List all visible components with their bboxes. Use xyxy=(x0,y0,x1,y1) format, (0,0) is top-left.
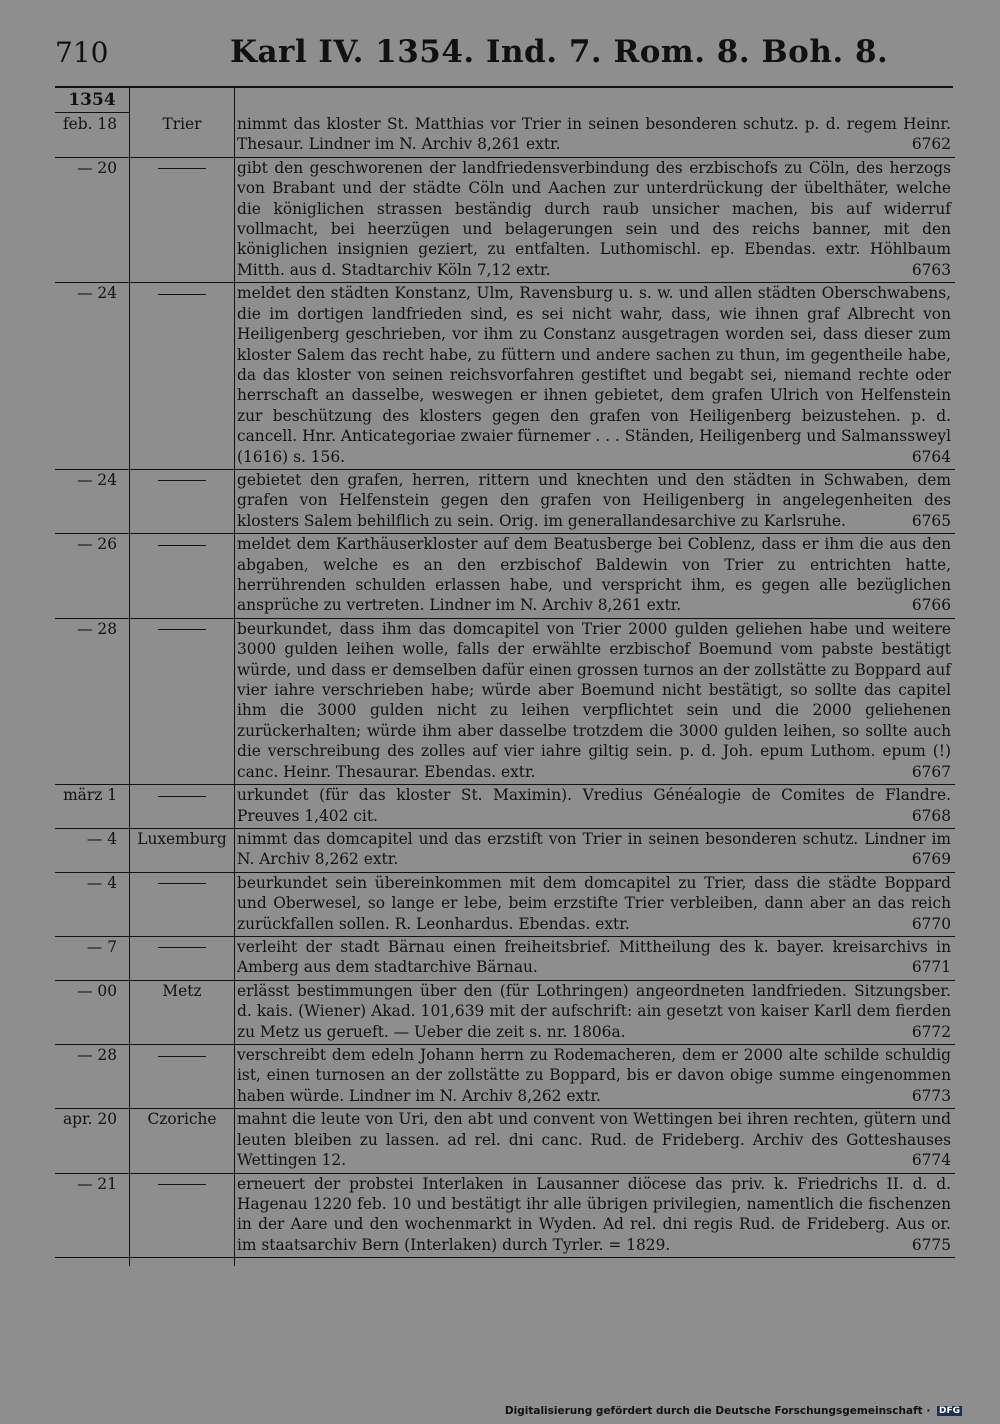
regest-entry xyxy=(55,534,955,618)
entry-text-cell xyxy=(233,114,951,157)
dfg-logo: DFG xyxy=(938,1406,960,1416)
entry-place xyxy=(125,283,233,469)
entry-text-cell xyxy=(233,534,951,618)
entry-number: 6772 xyxy=(911,1022,951,1041)
entry-text: erlässt bestimmungen über den (für Lothringen) angeordneten landfrieden. Sitzungsber. d. kais. (Wiener) Akad. 101,639 mit der aufschrift: ain gesetzt von kaiser Karll dem fierden zu Metz us gerueft. — Ueber die zeit s. nr. 1806a. xyxy=(237,981,951,1041)
entry-text-cell xyxy=(233,158,951,282)
entry-place: Trier xyxy=(162,115,202,133)
entry-date: — 28 xyxy=(77,1046,117,1065)
entry-place xyxy=(125,873,233,936)
regest-entry xyxy=(55,981,955,1044)
entry-text-cell xyxy=(233,619,951,784)
entry-text: urkundet (für das kloster St. Maximin). Vredius Généalogie de Comites de Flandre. Preuves 1,402 cit. xyxy=(237,786,951,825)
ditto-dash xyxy=(158,1184,206,1185)
entry-date: — 20 xyxy=(77,158,117,177)
ditto-dash xyxy=(158,947,206,948)
entry-date: — 28 xyxy=(77,619,117,638)
entry-text-cell xyxy=(233,937,951,980)
entry-text-cell xyxy=(233,785,951,828)
year-heading: 1354 xyxy=(55,90,129,113)
entry-date: apr. 20 xyxy=(62,1110,117,1129)
entry-place xyxy=(125,619,233,784)
running-title: Karl IV. 1354. Ind. 7. Rom. 8. Boh. 8. xyxy=(230,34,889,70)
page-number: 710 xyxy=(55,36,109,69)
ditto-dash xyxy=(158,883,206,884)
entry-number: 6768 xyxy=(911,806,951,825)
entry-place xyxy=(125,534,233,618)
entry-separator xyxy=(55,1257,955,1258)
entry-number: 6769 xyxy=(911,850,951,869)
page-header xyxy=(55,36,955,76)
entry-text: beurkundet, dass ihm das domcapitel von Trier 2000 gulden geliehen habe und weitere 3000 gulden leihen wolle, falls der erwählte erzbischof Boemund vom pabste bestätigt würde, und dass er demselben dafür einen grossen turnos an der zollstätte zu Boppard auf vier iahre verschrieben habe; würde aber Boemund nicht bestätigt, so sollte das capitel ihm die 3000 gulden nicht zu leihen verpflichtet sein und die 2000 geliehenen zurückerhalten; würde ihm aber dasselbe trotzdem die 3000 gulden leihen, so sollte auch die verschreibung des zolles auf vier iahre giltig sein. p. d. Joh. epum Luthom. epum (!) canc. Heinr. Thesaurar. Ebendas. extr. xyxy=(237,619,951,781)
regest-entry xyxy=(55,470,955,533)
entry-number: 6774 xyxy=(911,1151,951,1170)
regest-entry xyxy=(55,785,955,828)
entry-place: Czoriche xyxy=(147,1110,217,1129)
ditto-dash xyxy=(158,480,206,481)
entry-text-cell xyxy=(233,470,951,533)
entry-text-cell xyxy=(233,829,951,872)
entry-text-cell xyxy=(233,1174,951,1258)
entry-text: erneuert der probstei Interlaken in Lausanner diöcese das priv. k. Friedrichs II. d. d. Hagenau 1220 feb. 10 und bestätigt ihr alle übrigen privilegien, namentlich die fischenzen in der Aare und den wochenmarkt in Wyden. Ad rel. dni regis Rud. de Frideberg. Aus or. im staatsarchiv Bern (Interlaken) durch Tyrler. = 1829. xyxy=(237,1174,951,1254)
entry-place xyxy=(125,1174,233,1258)
ditto-dash xyxy=(158,796,206,797)
entry-text-cell xyxy=(233,283,951,469)
dfg-footer: Digitalisierung gefördert durch die Deutsche Forschungsgemeinschaft · DFG xyxy=(504,1405,960,1417)
entry-number: 6767 xyxy=(911,762,951,781)
dfg-footer-text: Digitalisierung gefördert durch die Deutsche Forschungsgemeinschaft xyxy=(504,1405,923,1417)
entry-text: verleiht der stadt Bärnau einen freiheitsbrief. Mittheilung des k. bayer. kreisarchivs in Amberg aus dem stadtarchive Bärnau. xyxy=(237,937,951,977)
entry-date: feb. 18 xyxy=(62,115,117,133)
header-rule xyxy=(55,86,953,88)
entry-date: märz 1 xyxy=(63,786,117,805)
entry-place xyxy=(125,158,233,282)
entry-place xyxy=(125,470,233,533)
regest-entry xyxy=(55,619,955,784)
entry-date: — 24 xyxy=(77,470,117,489)
entry-number: 6771 xyxy=(911,958,951,977)
entry-text: mahnt die leute von Uri, den abt und convent von Wettingen bei ihren rechten, gütern und leuten bleiben zu lassen. ad rel. dni canc. Rud. de Frideberg. Archiv des Gotteshauses Wettingen 12. xyxy=(237,1110,951,1170)
entry-text: gebietet den grafen, herren, rittern und knechten und den städten in Schwaben, dem grafen von Helfenstein gegen den grafen von Heiligenberg in angelegenheiten des klosters Salem behilflich zu sein. Orig. im generallandesarchive zu Karlsruhe. xyxy=(237,470,951,530)
entry-date: — 26 xyxy=(77,535,117,554)
regest-entry xyxy=(55,1045,955,1108)
entry-text-cell xyxy=(233,981,951,1044)
entry-number: 6764 xyxy=(911,447,951,466)
entry-text: meldet den städten Konstanz, Ulm, Ravensburg u. s. w. und allen städten Oberschwabens, die im dortigen landfrieden sind, es sei nicht wahr, dass, wie ihnen graf Albrecht von Heiligenberg geschrieben, vor ihm zu Constanz ausgetragen worden sei, dass dieser zum kloster Salem das recht habe, zu füttern und andere sachen zu thun, im gegentheile habe, da das kloster von seinen reichsvorfahren gestiftet und begabt sei, niemand rechte oder herrschaft an dasselbe, weswegen er ihnen gebietet, dem grafen Ulrich von Helfenstein zur beschützung des klosters gegen den grafen von Heiligenberg beizustehen. p. d. cancell. Hnr. Anticategoriae zwaier fürnemer . . . Ständen, Heiligenberg und Salmansswеyl (1616) s. 156. xyxy=(237,284,951,466)
entry-place: Luxemburg xyxy=(137,829,227,848)
regest-entry xyxy=(55,114,955,157)
entry-number: 6766 xyxy=(911,596,951,615)
ditto-dash xyxy=(158,629,206,630)
entry-text: verschreibt dem edeln Johann herrn zu Rodemacheren, dem er 2000 alte schilde schuldig ist, einen turnosen an der zollstätte zu Boppard, bis er davon obige summe eingenommen haben würde. Lindner im N. Archiv 8,262 extr. xyxy=(237,1046,951,1105)
ditto-dash xyxy=(158,294,206,295)
entry-text: meldet dem Karthäuserkloster auf dem Beatusberge bei Coblenz, dass er ihm die aus den abgaben, welche es an den erzbischof Baldewin von Trier zu entrichten hatte, herrührenden schulden erlassen habe, und verspricht ihm, es gegen alle bezüglichen ansprüche zu vertreten. Lindner im N. Archiv 8,261 extr. xyxy=(237,535,951,615)
entry-text-cell xyxy=(233,873,951,936)
entry-number: 6775 xyxy=(911,1235,951,1254)
entry-text: gibt den geschworenen der landfriedensverbindung des erzbischofs zu Cöln, des herzogs von Brabant und der städte Cöln und Aachen zur unterdrückung der übelthäter, welche die königlichen strassen beständig durch raub unsicher machen, bis auf widerruf vollmacht, bei heerzügen und belagerungen sein und des reichs banner, mit den königlichen insignien geziert, zu entfalten. Luthomischl. ep. Ebendas. extr. Höhlbaum Mitth. aus d. Stadtarchiv Köln 7,12 extr. xyxy=(237,158,951,279)
entry-place: Metz xyxy=(162,981,202,1000)
entry-text: beurkundet sein übereinkommen mit dem domcapitel zu Trier, dass die städte Boppard und Oberwesel, so lange er lebe, beim erzstifte Trier verbleiben, dann aber an das reich zurückfallen sollen. R. Leonhardus. Ebendas. extr. xyxy=(237,873,951,933)
entry-place xyxy=(125,1045,233,1108)
ditto-dash xyxy=(158,168,206,169)
entry-place xyxy=(125,785,233,828)
entry-number: 6762 xyxy=(911,135,951,154)
entry-number: 6773 xyxy=(911,1086,951,1105)
entry-date: — 00 xyxy=(77,981,117,1000)
entry-number: 6765 xyxy=(911,511,951,530)
regest-entry xyxy=(55,1109,955,1172)
regest-entry xyxy=(55,158,955,282)
regest-entry xyxy=(55,829,955,872)
entry-place xyxy=(125,937,233,980)
entry-date: — 7 xyxy=(86,937,117,956)
entry-date: — 21 xyxy=(77,1174,117,1193)
entry-number: 6770 xyxy=(911,914,951,933)
regest-entry xyxy=(55,1174,955,1258)
regest-entries xyxy=(55,114,955,1257)
regest-entry xyxy=(55,937,955,980)
ditto-dash xyxy=(158,545,206,546)
entry-date: — 24 xyxy=(77,284,117,303)
entry-text: nimmt das kloster St. Matthias vor Trier in seinen besonderen schutz. p. d. regem Heinr. Thesaur. Lindner im N. Archiv 8,261 extr. xyxy=(237,115,951,154)
entry-number: 6763 xyxy=(911,260,951,279)
entry-text: nimmt das domcapitel und das erzstift von Trier in seinen besonderen schutz. Lindner im N. Archiv 8,262 extr. xyxy=(237,829,951,869)
entry-date: — 4 xyxy=(86,873,117,892)
entry-date: — 4 xyxy=(86,829,117,848)
regest-entry xyxy=(55,283,955,469)
ditto-dash xyxy=(158,1056,206,1057)
entry-text-cell xyxy=(233,1109,951,1172)
entry-text-cell xyxy=(233,1045,951,1108)
regest-entry xyxy=(55,873,955,936)
